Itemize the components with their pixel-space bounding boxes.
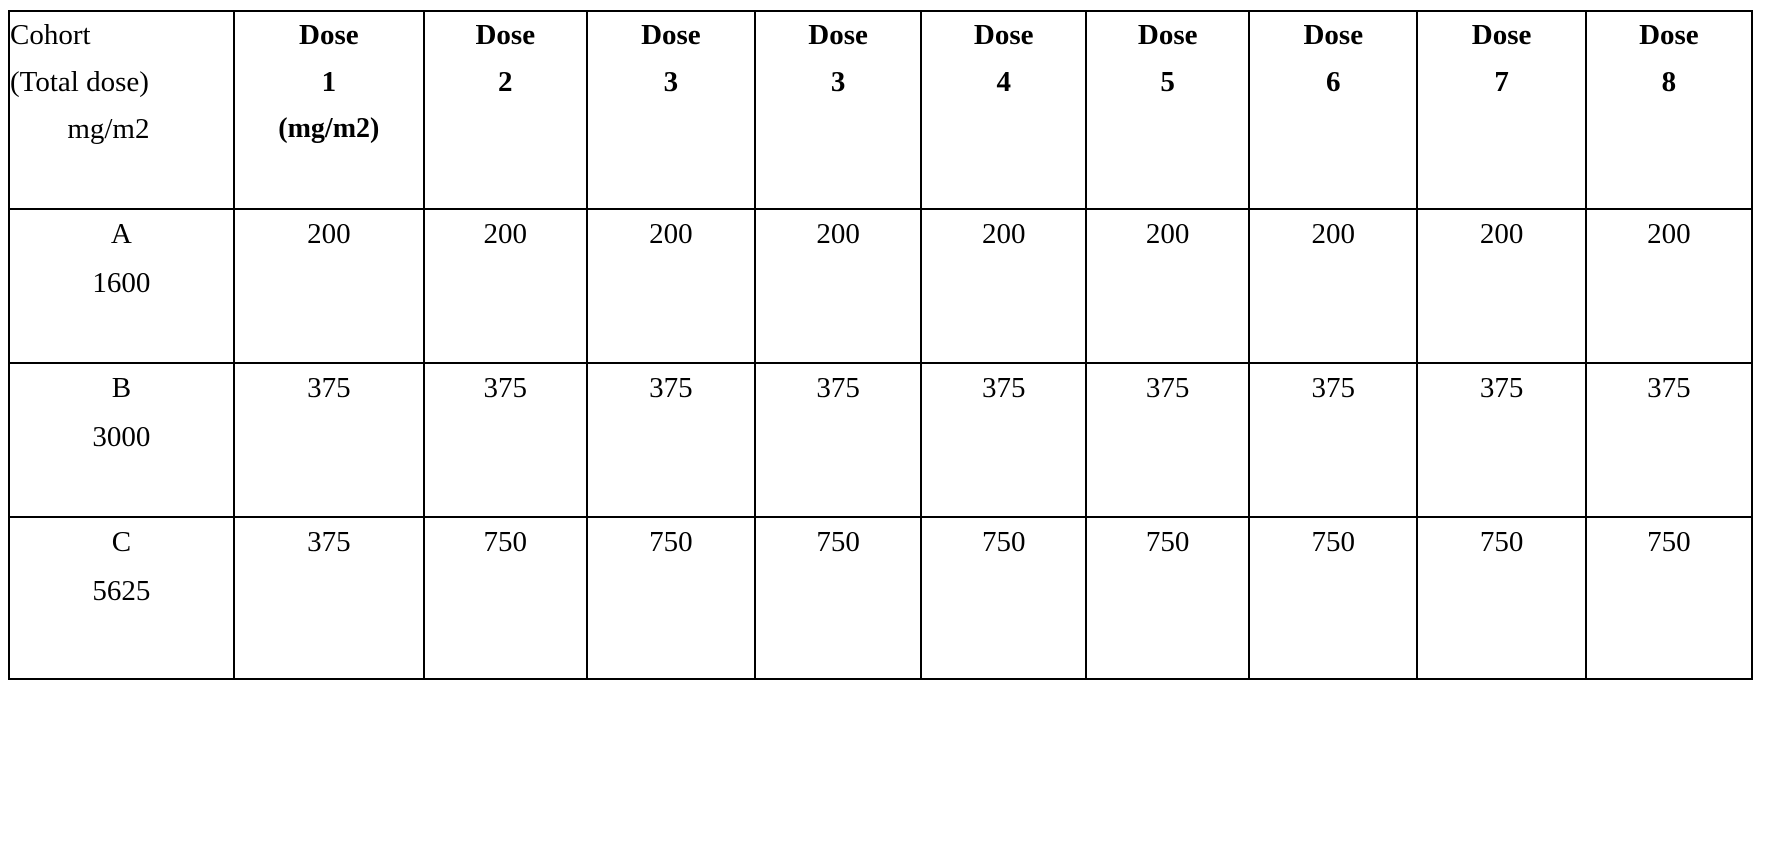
row-b-dose-4-value: 375: [816, 372, 860, 404]
header-dose-4-name: Dose: [808, 19, 868, 51]
header-cohort-cell: [9, 11, 234, 209]
header-dose-3: [587, 11, 755, 209]
header-dose-5: [921, 11, 1086, 209]
header-dose-4-number: 3: [830, 65, 846, 98]
header-cohort-line-2: (Total dose): [10, 65, 149, 98]
row-b-dose-4: [755, 363, 921, 517]
header-dose-5-name: Dose: [973, 19, 1034, 51]
header-dose-1-unit: (mg/m2): [278, 112, 380, 144]
header-dose-1-name: Dose: [299, 19, 359, 51]
row-c-dose-6-value: 750: [1145, 526, 1190, 558]
row-c-dose-6: [1086, 517, 1249, 679]
header-dose-2-number: 2: [498, 65, 513, 98]
row-c-dose-3-value: 750: [649, 526, 693, 558]
row-c-dose-8: [1417, 517, 1585, 679]
row-a-dose-7-value: 200: [1311, 218, 1356, 250]
header-dose-8-name: Dose: [1471, 19, 1532, 51]
row-b-dose-5: [921, 363, 1086, 517]
row-a-dose-1: [234, 209, 424, 363]
row-b-dose-3: [587, 363, 755, 517]
header-dose-3-number: 3: [663, 65, 679, 98]
row-b-dose-6-value: 375: [1145, 372, 1190, 404]
row-a-dose-3: [587, 209, 755, 363]
row-c-dose-5: [921, 517, 1086, 679]
header-dose-1: [234, 11, 424, 209]
row-b-total-dose: 3000: [92, 421, 151, 454]
row-b-dose-9: [1586, 363, 1752, 517]
row-b-dose-7: [1249, 363, 1417, 517]
row-a-dose-4-value: 200: [816, 218, 860, 250]
row-a-dose-6-value: 200: [1145, 218, 1190, 250]
row-a-total-dose: 1600: [92, 267, 151, 300]
row-a-dose-6: [1086, 209, 1249, 363]
row-c-dose-4-value: 750: [816, 526, 860, 558]
row-b-dose-1-value: 375: [307, 372, 351, 404]
row-b-dose-5-value: 375: [981, 372, 1026, 404]
table-row: [9, 209, 1752, 363]
header-dose-9-number: 8: [1661, 65, 1677, 98]
dose-table-container: [8, 10, 1753, 680]
row-a-dose-7: [1249, 209, 1417, 363]
row-a-dose-8: [1417, 209, 1585, 363]
row-a-dose-5: [921, 209, 1086, 363]
row-b-cohort-cell: [9, 363, 234, 517]
row-c-cohort-label: C: [111, 526, 132, 558]
header-dose-9-name: Dose: [1639, 19, 1699, 51]
row-c-dose-2-value: 750: [483, 526, 528, 558]
row-a-dose-2-value: 200: [483, 218, 528, 250]
header-dose-6-name: Dose: [1137, 19, 1198, 51]
table-header-row: [9, 11, 1752, 209]
row-c-dose-2: [424, 517, 587, 679]
row-c-dose-3: [587, 517, 755, 679]
row-c-dose-7-value: 750: [1311, 526, 1356, 558]
table-row: [9, 517, 1752, 679]
row-a-dose-9: [1586, 209, 1752, 363]
header-dose-2: [424, 11, 587, 209]
header-cohort-line-3: mg/m2: [67, 112, 150, 145]
row-a-dose-3-value: 200: [649, 218, 693, 250]
header-dose-1-number: 1: [321, 65, 337, 98]
header-dose-6-number: 5: [1160, 65, 1175, 98]
row-a-dose-9-value: 200: [1647, 218, 1691, 250]
row-a-dose-8-value: 200: [1479, 218, 1524, 250]
header-dose-7: [1249, 11, 1417, 209]
header-dose-7-name: Dose: [1303, 19, 1364, 51]
dose-escalation-table: [8, 10, 1753, 680]
header-dose-5-number: 4: [996, 65, 1011, 98]
row-b-dose-2-value: 375: [483, 372, 528, 404]
row-a-cohort-cell: [9, 209, 234, 363]
row-a-dose-4: [755, 209, 921, 363]
row-c-dose-5-value: 750: [981, 526, 1026, 558]
row-c-cohort-cell: [9, 517, 234, 679]
header-dose-2-name: Dose: [475, 19, 536, 51]
header-dose-6: [1086, 11, 1249, 209]
row-c-dose-9-value: 750: [1647, 526, 1691, 558]
row-b-dose-7-value: 375: [1311, 372, 1356, 404]
header-dose-4: [755, 11, 921, 209]
row-c-dose-8-value: 750: [1479, 526, 1524, 558]
header-dose-9: [1586, 11, 1752, 209]
row-a-dose-5-value: 200: [981, 218, 1026, 250]
header-dose-8-number: 7: [1494, 65, 1509, 98]
row-b-dose-2: [424, 363, 587, 517]
row-a-dose-2: [424, 209, 587, 363]
header-cohort-line-1: Cohort: [10, 19, 91, 51]
row-a-dose-1-value: 200: [307, 218, 351, 250]
row-c-dose-4: [755, 517, 921, 679]
row-b-dose-3-value: 375: [649, 372, 693, 404]
row-b-dose-6: [1086, 363, 1249, 517]
row-c-dose-1-value: 375: [307, 526, 351, 558]
row-c-dose-9: [1586, 517, 1752, 679]
row-b-dose-8: [1417, 363, 1585, 517]
row-b-cohort-label: B: [111, 372, 132, 404]
header-dose-7-number: 6: [1326, 65, 1341, 98]
row-b-dose-1: [234, 363, 424, 517]
row-b-dose-8-value: 375: [1479, 372, 1524, 404]
row-c-dose-1: [234, 517, 424, 679]
row-a-cohort-label: A: [110, 218, 132, 250]
header-dose-8: [1417, 11, 1585, 209]
header-dose-3-name: Dose: [641, 19, 701, 51]
table-row: [9, 363, 1752, 517]
row-c-dose-7: [1249, 517, 1417, 679]
row-c-total-dose: 5625: [92, 575, 151, 608]
row-b-dose-9-value: 375: [1647, 372, 1691, 404]
